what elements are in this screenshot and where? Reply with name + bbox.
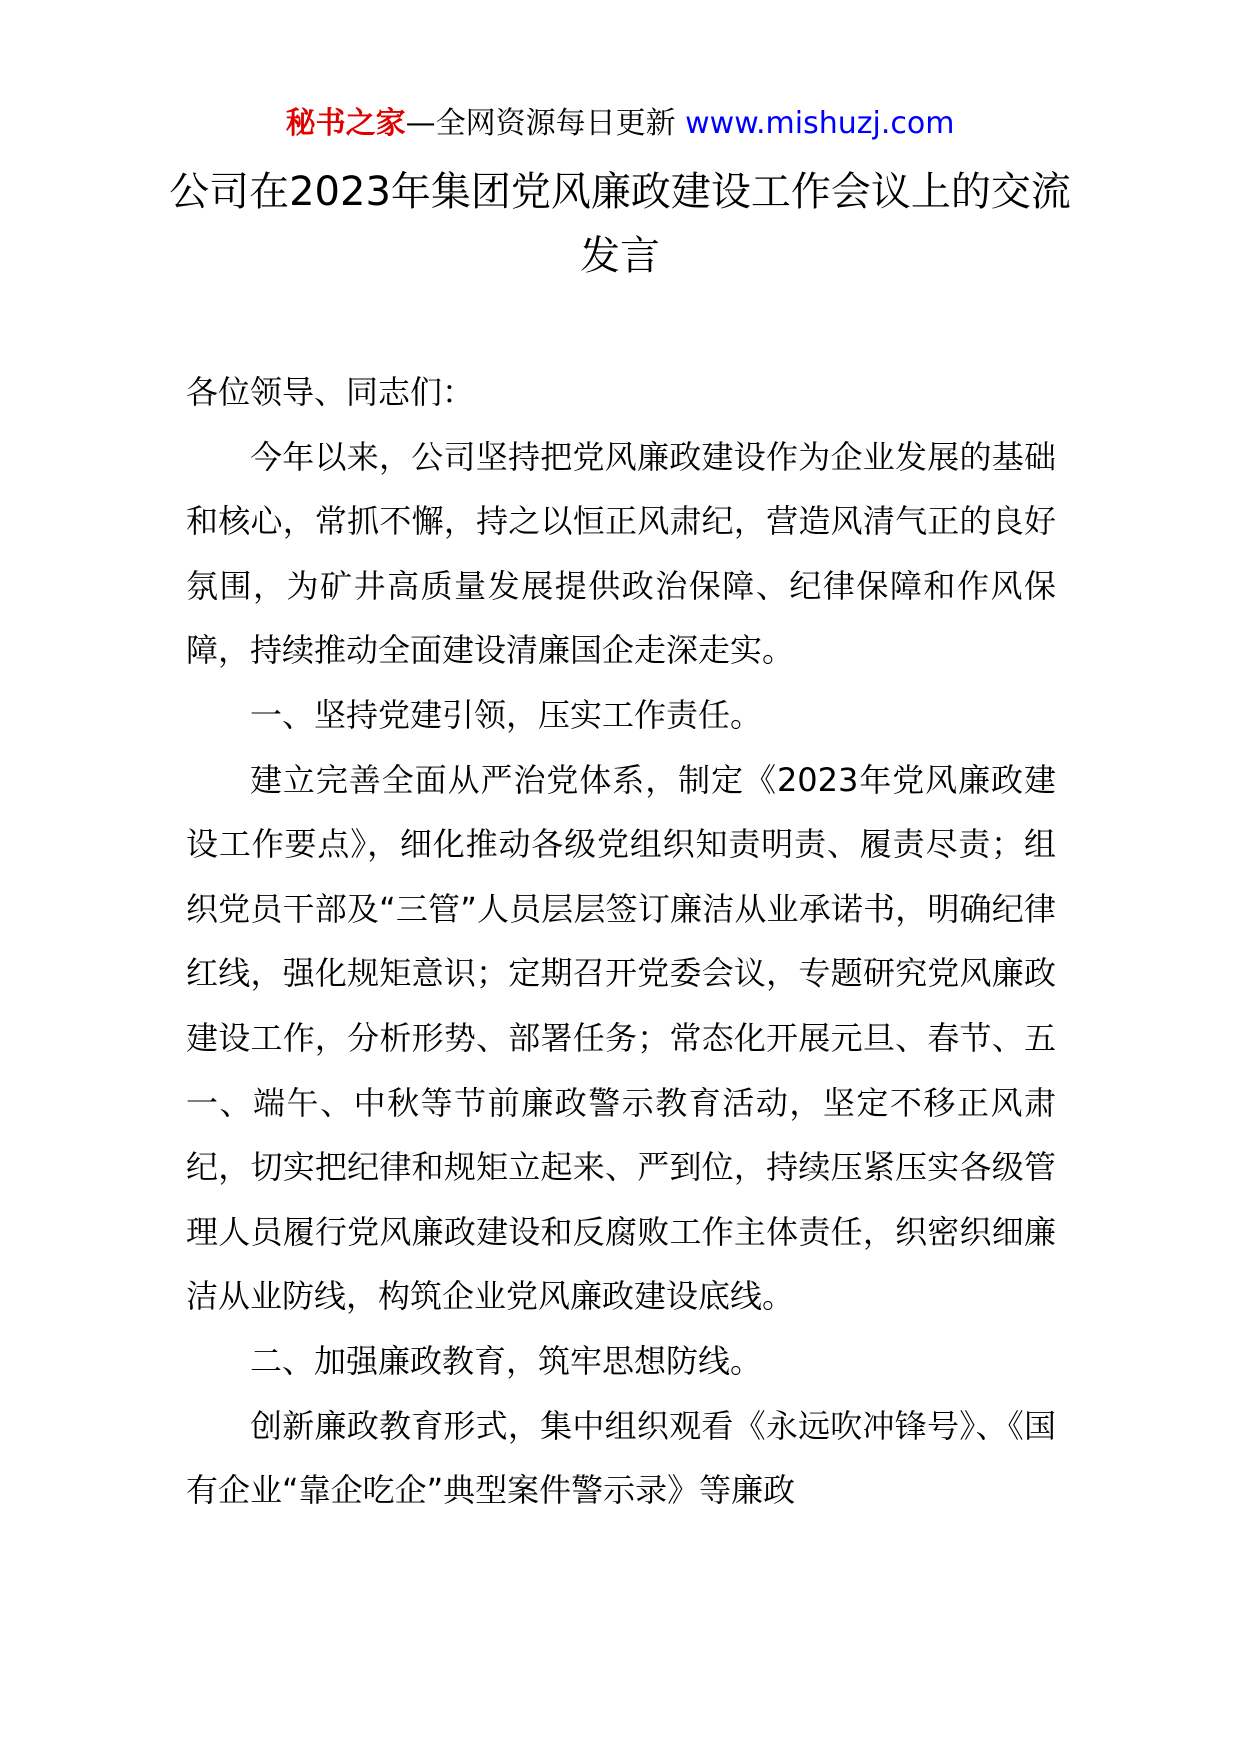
section-heading: 一、坚持党建引领，压实工作责任。 [250, 695, 763, 734]
body-paragraph: 建立完善全面从严治党体系，制定《2023年党风廉政建设工作要点》，细化推动各级党组织知责明责、履责尽责；组织党员干部及“三管”人员层层签订廉洁从业承诺书，明确纪律红线，强化规矩意识；定期召开党委会议，专题研究党风廉政建设工作，分析形势、部署任务；常态化开展元旦、春节、五一、端午、中秋等节前廉政警示教育活动，坚定不移正风肃纪，切实把纪律和规矩立起来、严到位，持续压紧压实各级管理人员履行党风廉政建设和反腐败工作主体责任，织密织细廉洁从业防线，构筑企业党风廉政建设底线。 [186, 760, 1056, 1316]
banner-url-link[interactable]: www.mishuzj.com [685, 106, 955, 141]
salutation: 各位领导、同志们： [186, 373, 475, 411]
site-banner [0, 102, 1240, 146]
document-body [186, 360, 1056, 1523]
banner-slogan: —全网资源每日更新 [405, 106, 676, 141]
body-paragraph: 创新廉政教育形式，集中组织观看《永远吹冲锋号》、《国有企业“靠企吃企”典型案件警示录》等廉政 [186, 1406, 1056, 1510]
banner-brand: 秘书之家 [285, 106, 406, 141]
section-heading: 二、加强廉政教育，筑牢思想防线。 [250, 1341, 763, 1380]
body-paragraph: 今年以来，公司坚持把党风廉政建设作为企业发展的基础和核心，常抓不懈，持之以恒正风肃纪，营造风清气正的良好氛围，为矿井高质量发展提供政治保障、纪律保障和作风保障，持续推动全面建设清廉国企走深走实。 [186, 437, 1056, 670]
document-title: 公司在2023年集团党风廉政建设工作会议上的交流发言 [169, 169, 1071, 279]
